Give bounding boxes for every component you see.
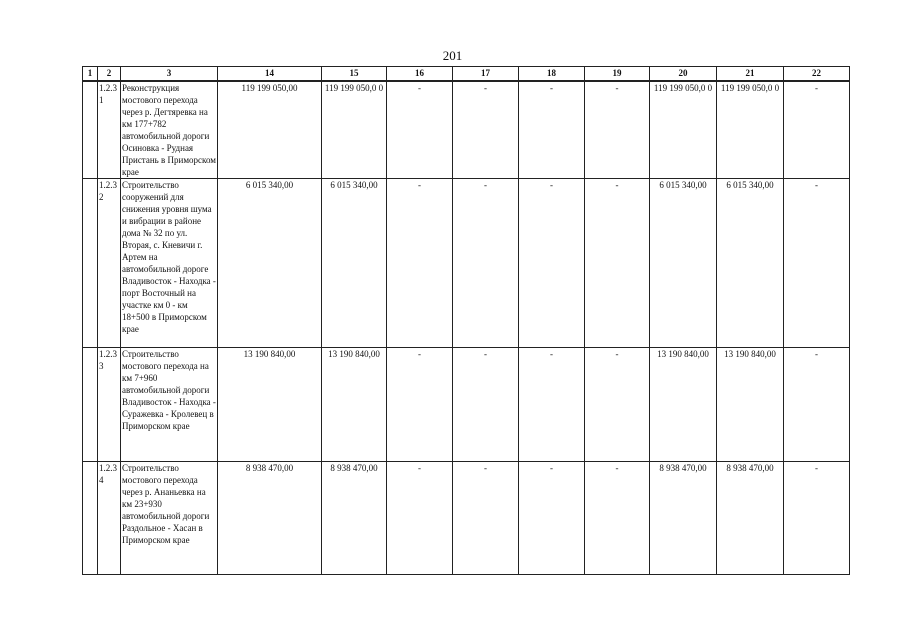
- value-cell-21: 13 190 840,00: [717, 348, 784, 462]
- value-cell-14: 6 015 340,00: [218, 179, 322, 348]
- column-header: 20: [650, 67, 717, 82]
- item-name-cell: Строительство мостового перехода на км 7+960 автомобильной дороги Владивосток - Находка - Суражевка - Кролевец в Приморском крае: [121, 348, 218, 462]
- value-cell-14: 119 199 050,00: [218, 81, 322, 179]
- value-cell-15: 6 015 340,00: [322, 179, 387, 348]
- data-table: [82, 66, 850, 575]
- page-number: 201: [442, 48, 463, 63]
- item-code-cell: 1.2.3 3: [98, 348, 121, 462]
- value-cell-16: -: [387, 179, 453, 348]
- row-index-cell: [83, 462, 98, 575]
- item-code-cell: 1.2.3 4: [98, 462, 121, 575]
- table-row: [83, 81, 850, 179]
- value-cell-22: -: [784, 81, 850, 179]
- value-cell-18: -: [519, 462, 585, 575]
- value-cell-19: -: [585, 348, 650, 462]
- value-cell-16: -: [387, 462, 453, 575]
- value-cell-20: 119 199 050,0 0: [650, 81, 717, 179]
- column-header: 22: [784, 67, 850, 82]
- table-row: [83, 462, 850, 575]
- value-cell-21: 6 015 340,00: [717, 179, 784, 348]
- column-header: 3: [121, 67, 218, 82]
- item-code-cell: 1.2.3 1: [98, 81, 121, 179]
- column-header: 17: [453, 67, 519, 82]
- row-index-cell: [83, 348, 98, 462]
- item-name-cell: Строительство мостового перехода через р. Ананьевка на км 23+930 автомобильной дороги Раздольное - Хасан в Приморском крае: [121, 462, 218, 575]
- item-code-cell: 1.2.3 2: [98, 179, 121, 348]
- column-header: 15: [322, 67, 387, 82]
- value-cell-17: -: [453, 179, 519, 348]
- value-cell-17: -: [453, 462, 519, 575]
- value-cell-15: 13 190 840,00: [322, 348, 387, 462]
- value-cell-20: 6 015 340,00: [650, 179, 717, 348]
- column-header: 18: [519, 67, 585, 82]
- header-row: [83, 67, 850, 82]
- value-cell-16: -: [387, 348, 453, 462]
- value-cell-17: -: [453, 348, 519, 462]
- column-header: 19: [585, 67, 650, 82]
- value-cell-17: -: [453, 81, 519, 179]
- row-index-cell: [83, 81, 98, 179]
- value-cell-20: 8 938 470,00: [650, 462, 717, 575]
- column-header: 14: [218, 67, 322, 82]
- row-index-cell: [83, 179, 98, 348]
- value-cell-15: 8 938 470,00: [322, 462, 387, 575]
- value-cell-22: -: [784, 348, 850, 462]
- value-cell-22: -: [784, 179, 850, 348]
- value-cell-19: -: [585, 81, 650, 179]
- value-cell-20: 13 190 840,00: [650, 348, 717, 462]
- column-header: 16: [387, 67, 453, 82]
- value-cell-14: 13 190 840,00: [218, 348, 322, 462]
- column-header: 1: [83, 67, 98, 82]
- item-name-cell: Реконструкция мостового перехода через р. Дегтяревка на км 177+782 автомобильной дороги Осиновка - Рудная Пристань в Приморском крае: [122, 83, 216, 177]
- value-cell-22: -: [784, 462, 850, 575]
- value-cell-21: 8 938 470,00: [717, 462, 784, 575]
- value-cell-16: -: [387, 81, 453, 179]
- column-header: 2: [98, 67, 121, 82]
- value-cell-19: -: [585, 462, 650, 575]
- value-cell-18: -: [519, 81, 585, 179]
- item-name-cell: Строительство сооружений для снижения уровня шума и вибрации в районе дома № 32 по ул. Вторая, с. Кневичи г. Артем на автомобильной дороге Владивосток - Находка - порт Восточный на участке км 0 - км 18+500 в Приморском крае: [121, 179, 218, 348]
- value-cell-18: -: [519, 179, 585, 348]
- value-cell-19: -: [585, 179, 650, 348]
- column-header: 21: [717, 67, 784, 82]
- value-cell-18: -: [519, 348, 585, 462]
- value-cell-15: 119 199 050,0 0: [322, 81, 387, 179]
- table-row: [83, 348, 850, 462]
- value-cell-21: 119 199 050,0 0: [717, 81, 784, 179]
- value-cell-14: 8 938 470,00: [218, 462, 322, 575]
- table-row: [83, 179, 850, 348]
